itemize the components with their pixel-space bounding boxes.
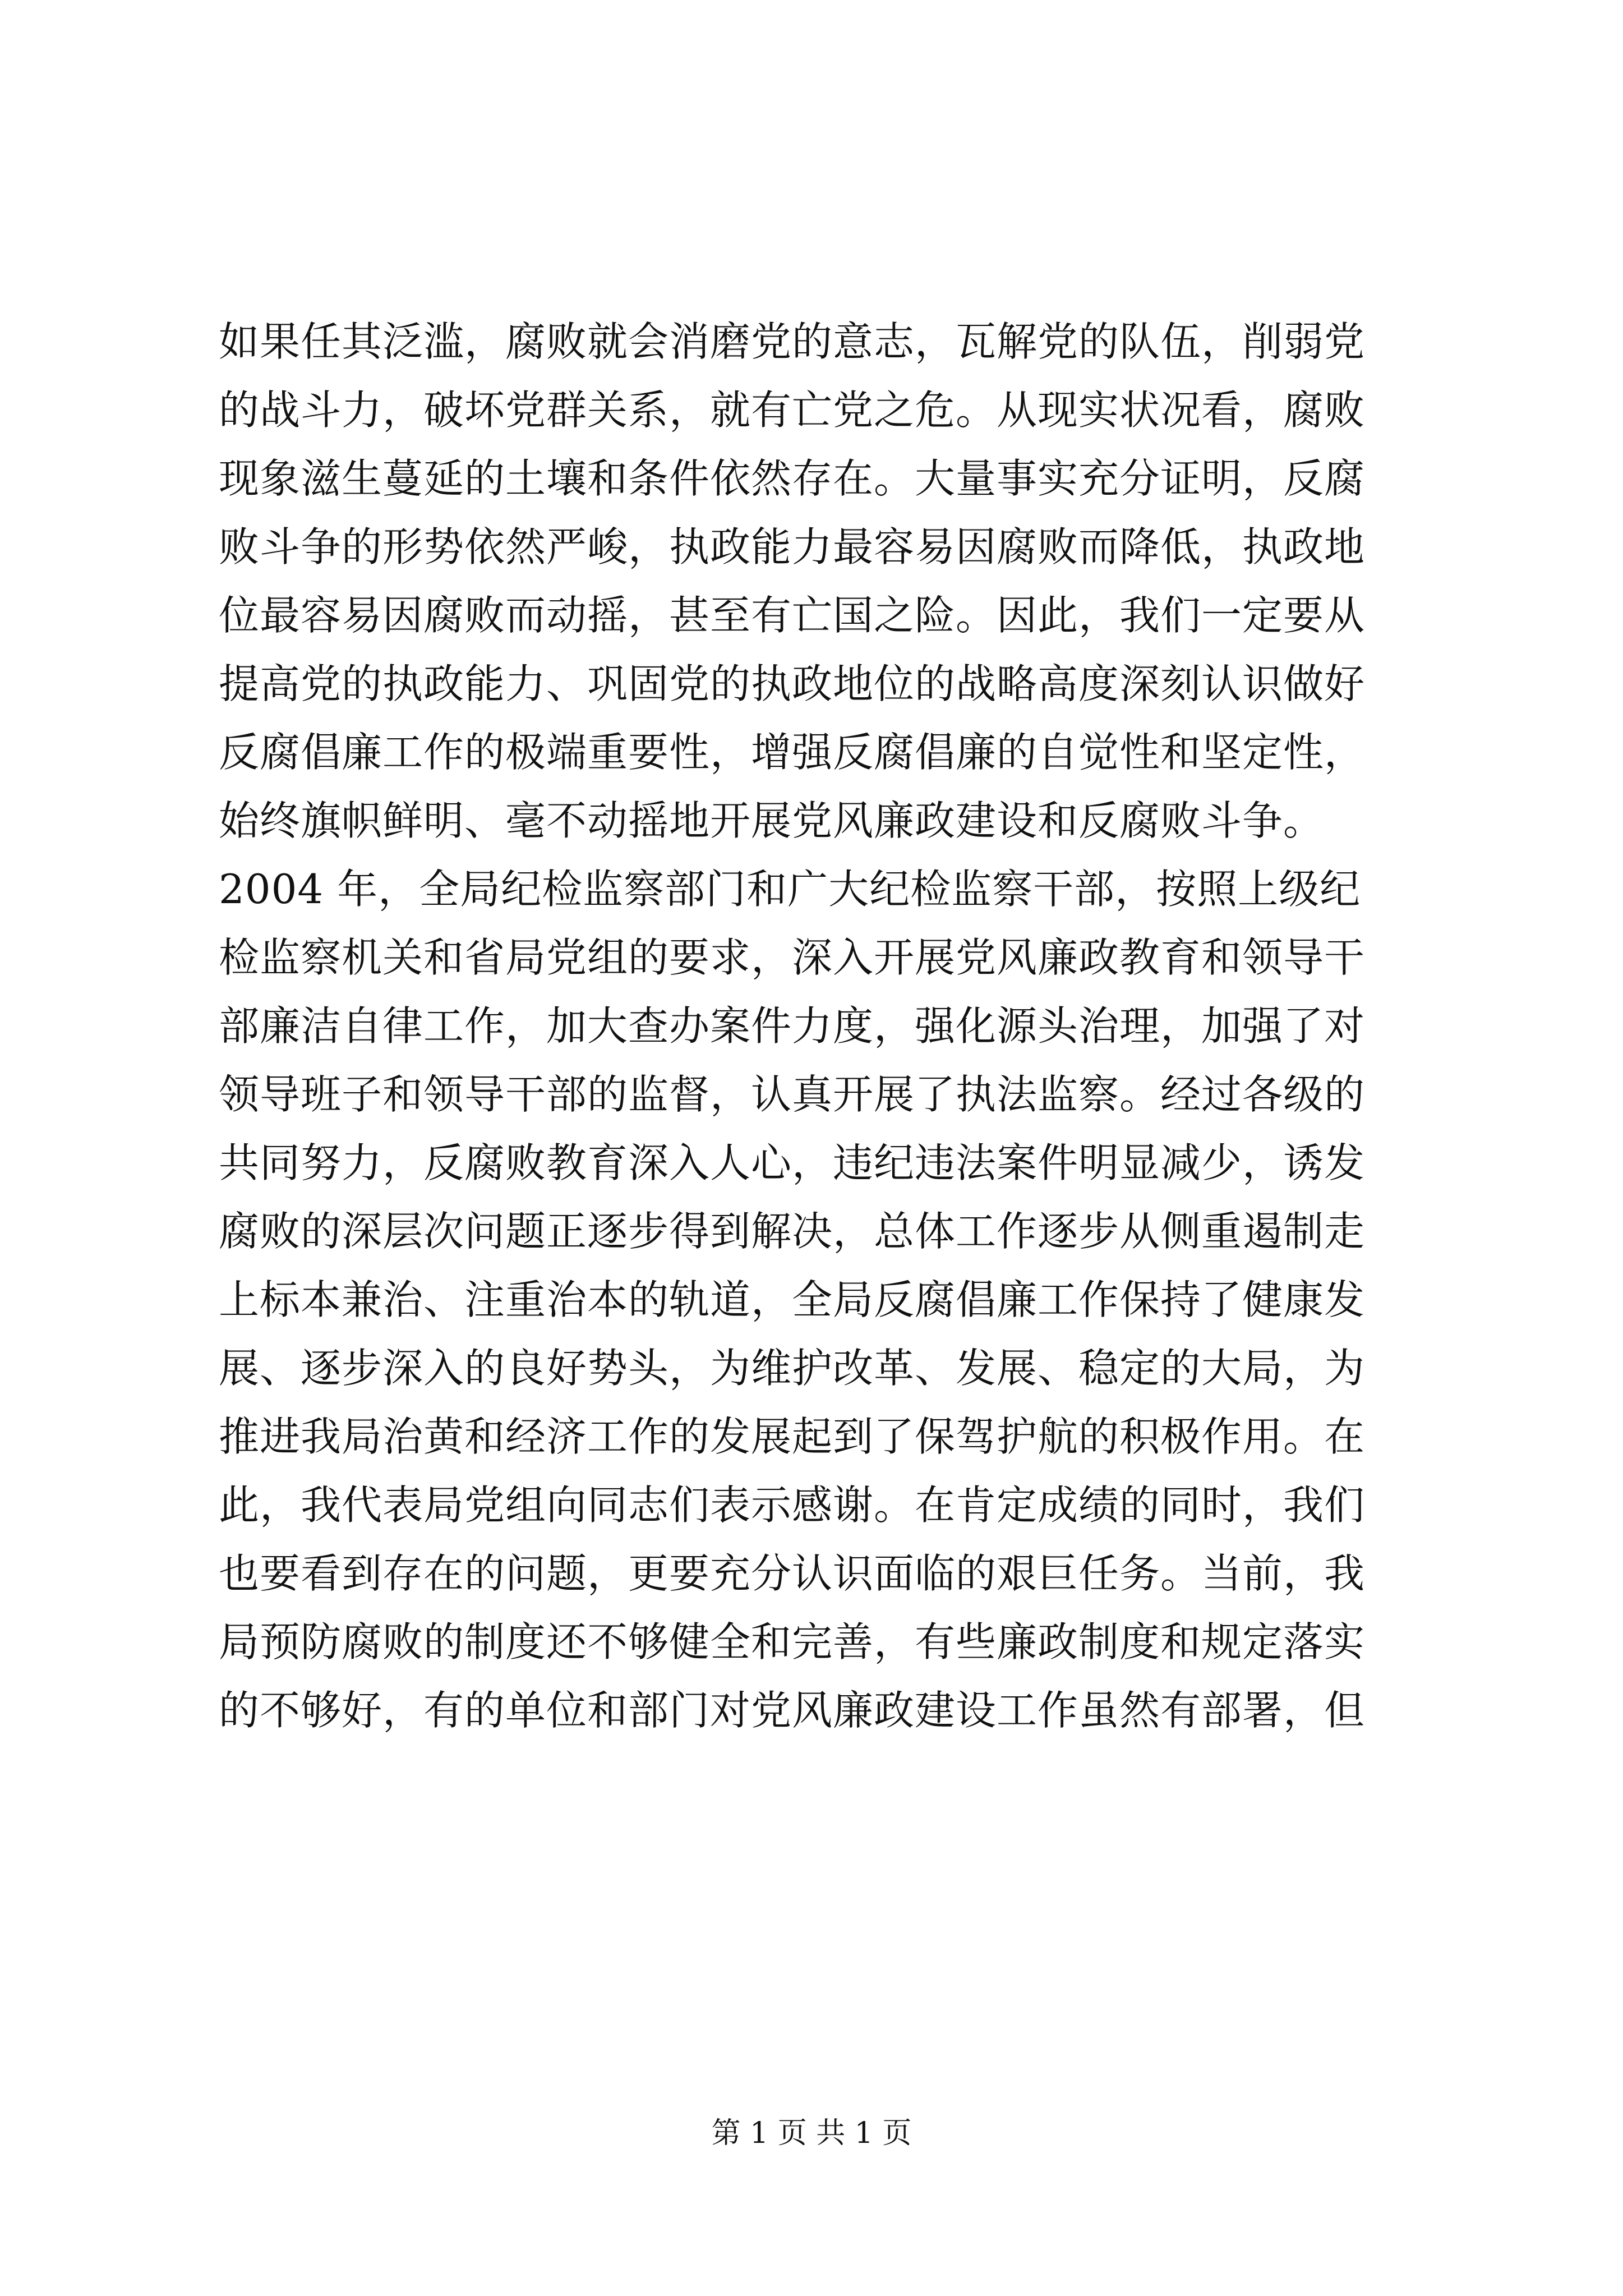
text-line-8: 始终旗帜鲜明、毫不动摇地开展党风廉政建设和反腐败斗争。 [219,797,1325,844]
text-line-3: 现象滋生蔓延的土壤和条件依然存在。大量事实充分证明，反腐 [219,455,1366,502]
text-line-5: 位最容易因腐败而动摇，甚至有亡国之险。因此，我们一定要从 [219,592,1366,639]
text-line-19: 也要看到存在的问题，更要充分认识面临的艰巨任务。当前，我 [219,1550,1366,1597]
text-line-4: 败斗争的形势依然严峻，执政能力最容易因腐败而降低，执政地 [219,523,1366,570]
text-line-9: 2004 年，全局纪检监察部门和广大纪检监察干部，按照上级纪 [219,866,1361,913]
text-line-12: 领导班子和领导干部的监督，认真开展了执法监察。经过各级的 [219,1071,1366,1118]
page-number-label: 第 1 页 共 1 页 [711,2116,912,2150]
text-line-10: 检监察机关和省局党组的要求，深入开展党风廉政教育和领导干 [219,934,1366,981]
text-line-11: 部廉洁自律工作，加大查办案件力度，强化源头治理，加强了对 [219,1002,1366,1050]
text-line-21: 的不够好，有的单位和部门对党风廉政建设工作虽然有部署，但 [219,1687,1366,1734]
text-line-15: 上标本兼治、注重治本的轨道，全局反腐倡廉工作保持了健康发 [219,1276,1366,1323]
text-line-13: 共同努力，反腐败教育深入人心，违纪违法案件明显减少，诱发 [219,1139,1366,1186]
text-line-2: 的战斗力，破坏党群关系，就有亡党之危。从现实状况看，腐败 [219,386,1366,434]
text-line-20: 局预防腐败的制度还不够健全和完善，有些廉政制度和规定落实 [219,1618,1366,1665]
text-line-14: 腐败的深层次问题正逐步得到解决，总体工作逐步从侧重遏制走 [219,1208,1366,1255]
text-line-16: 展、逐步深入的良好势头，为维护改革、发展、稳定的大局，为 [219,1345,1366,1392]
text-line-18: 此，我代表局党组向同志们表示感谢。在肯定成绩的同时，我们 [219,1481,1366,1529]
text-line-17: 推进我局治黄和经济工作的发展起到了保驾护航的积极作用。在 [219,1413,1366,1460]
text-line-1: 如果任其泛滥，腐败就会消磨党的意志，瓦解党的队伍，削弱党 [219,318,1366,365]
text-line-7: 反腐倡廉工作的极端重要性，增强反腐倡廉的自觉性和坚定性， [219,729,1366,776]
page-footer [0,2114,1623,2153]
body-text [219,307,1469,1745]
text-line-6: 提高党的执政能力、巩固党的执政地位的战略高度深刻认识做好 [219,660,1366,707]
